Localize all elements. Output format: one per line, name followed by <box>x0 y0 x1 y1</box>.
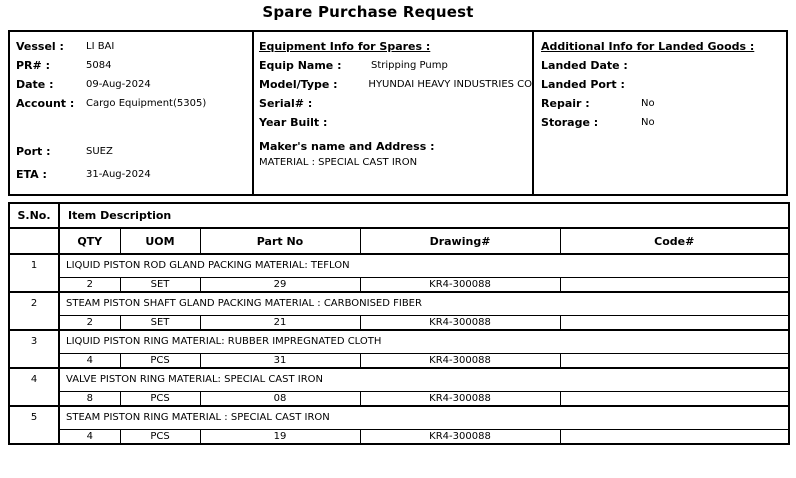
item-row-values <box>9 429 789 444</box>
item-row-description <box>9 292 789 315</box>
item-drawing: KR4-300088 <box>360 315 560 330</box>
serial-number-label: Serial# : <box>259 97 313 110</box>
item-uom: SET <box>120 277 200 292</box>
item-drawing: KR4-300088 <box>360 391 560 406</box>
sno-column-header: S.No. <box>9 203 59 228</box>
table-header-row-main <box>9 203 789 228</box>
item-description: LIQUID PISTON RING MATERIAL: RUBBER IMPREGNATED CLOTH <box>59 330 789 353</box>
model-type-value: HYUNDAI HEAVY INDUSTRIES CO <box>368 79 533 90</box>
item-sno: 5 <box>9 406 59 444</box>
qty-column-header: QTY <box>59 228 120 254</box>
item-part-no: 29 <box>200 277 360 292</box>
item-uom: SET <box>120 315 200 330</box>
landed-port-label: Landed Port : <box>541 78 625 91</box>
account-label: Account : <box>16 97 75 110</box>
item-sno: 1 <box>9 254 59 292</box>
item-description-column-header: Item Description <box>59 203 789 228</box>
equip-name-label: Equip Name : <box>259 59 342 72</box>
item-row-description <box>9 254 789 277</box>
table-header-row-sub <box>9 228 789 254</box>
pr-number-value: 5084 <box>86 60 112 71</box>
item-code <box>560 391 789 406</box>
equip-name-value: Stripping Pump <box>371 60 448 71</box>
storage-label: Storage : <box>541 116 599 129</box>
item-drawing: KR4-300088 <box>360 353 560 368</box>
item-sno: 3 <box>9 330 59 368</box>
landed-date-label: Landed Date : <box>541 59 628 72</box>
date-value: 09-Aug-2024 <box>86 79 151 90</box>
item-qty: 4 <box>59 353 120 368</box>
item-code <box>560 315 789 330</box>
code-column-header: Code# <box>560 228 789 254</box>
vessel-info-box <box>10 32 254 194</box>
item-part-no: 19 <box>200 429 360 444</box>
item-sno: 2 <box>9 292 59 330</box>
item-row-values <box>9 277 789 292</box>
maker-name-address-label: Maker's name and Address : <box>259 140 435 153</box>
item-row-values <box>9 391 789 406</box>
storage-value: No <box>641 117 655 128</box>
field-row-date <box>10 78 252 97</box>
account-value: Cargo Equipment(5305) <box>86 98 207 109</box>
item-description: STEAM PISTON RING MATERIAL : SPECIAL CAST IRON <box>59 406 789 429</box>
equipment-info-box <box>254 32 534 194</box>
drawing-column-header: Drawing# <box>360 228 560 254</box>
item-qty: 2 <box>59 315 120 330</box>
page-title: Spare Purchase Request <box>262 3 474 21</box>
port-label: Port : <box>16 145 51 158</box>
item-uom: PCS <box>120 429 200 444</box>
field-row-pr-number <box>10 59 252 78</box>
item-uom: PCS <box>120 353 200 368</box>
field-row-eta <box>10 168 252 187</box>
landed-goods-heading: Additional Info for Landed Goods : <box>541 40 755 53</box>
item-part-no: 31 <box>200 353 360 368</box>
material-line: MATERIAL : SPECIAL CAST IRON <box>259 157 418 168</box>
pr-number-label: PR# : <box>16 59 50 72</box>
eta-value: 31-Aug-2024 <box>86 169 151 180</box>
item-drawing: KR4-300088 <box>360 429 560 444</box>
item-sno: 4 <box>9 368 59 406</box>
field-row-year-built <box>254 116 532 135</box>
equipment-info-heading: Equipment Info for Spares : <box>259 40 431 53</box>
uom-column-header: UOM <box>120 228 200 254</box>
field-row-storage <box>534 116 786 135</box>
field-row-account <box>10 97 252 116</box>
date-label: Date : <box>16 78 54 91</box>
vessel-value: LI BAI <box>86 41 115 52</box>
item-part-no: 08 <box>200 391 360 406</box>
item-qty: 4 <box>59 429 120 444</box>
field-row-serial-number <box>254 97 532 116</box>
field-row-port <box>10 145 252 164</box>
item-row-values <box>9 353 789 368</box>
item-part-no: 21 <box>200 315 360 330</box>
item-row-description <box>9 368 789 391</box>
field-row-vessel <box>10 40 252 59</box>
repair-label: Repair : <box>541 97 590 110</box>
item-qty: 8 <box>59 391 120 406</box>
item-description: LIQUID PISTON ROD GLAND PACKING MATERIAL: TEFLON <box>59 254 789 277</box>
item-row-values <box>9 315 789 330</box>
item-code <box>560 429 789 444</box>
sno-subheader-empty <box>9 228 59 254</box>
field-row-landed-date <box>534 59 786 78</box>
item-code <box>560 277 789 292</box>
port-value: SUEZ <box>86 146 113 157</box>
vessel-label: Vessel : <box>16 40 64 53</box>
field-row-repair <box>534 97 786 116</box>
part-no-column-header: Part No <box>200 228 360 254</box>
items-table <box>8 202 790 445</box>
item-qty: 2 <box>59 277 120 292</box>
model-type-label: Model/Type : <box>259 78 338 91</box>
eta-label: ETA : <box>16 168 47 181</box>
item-drawing: KR4-300088 <box>360 277 560 292</box>
item-uom: PCS <box>120 391 200 406</box>
repair-value: No <box>641 98 655 109</box>
item-description: STEAM PISTON SHAFT GLAND PACKING MATERIAL : CARBONISED FIBER <box>59 292 789 315</box>
landed-goods-info-box <box>534 32 786 194</box>
header-info-section <box>8 30 788 196</box>
field-row-equip-name <box>254 59 532 78</box>
field-row-model-type <box>254 78 532 97</box>
field-row-landed-port <box>534 78 786 97</box>
year-built-label: Year Built : <box>259 116 328 129</box>
item-code <box>560 353 789 368</box>
item-description: VALVE PISTON RING MATERIAL: SPECIAL CAST IRON <box>59 368 789 391</box>
item-row-description <box>9 330 789 353</box>
item-row-description <box>9 406 789 429</box>
